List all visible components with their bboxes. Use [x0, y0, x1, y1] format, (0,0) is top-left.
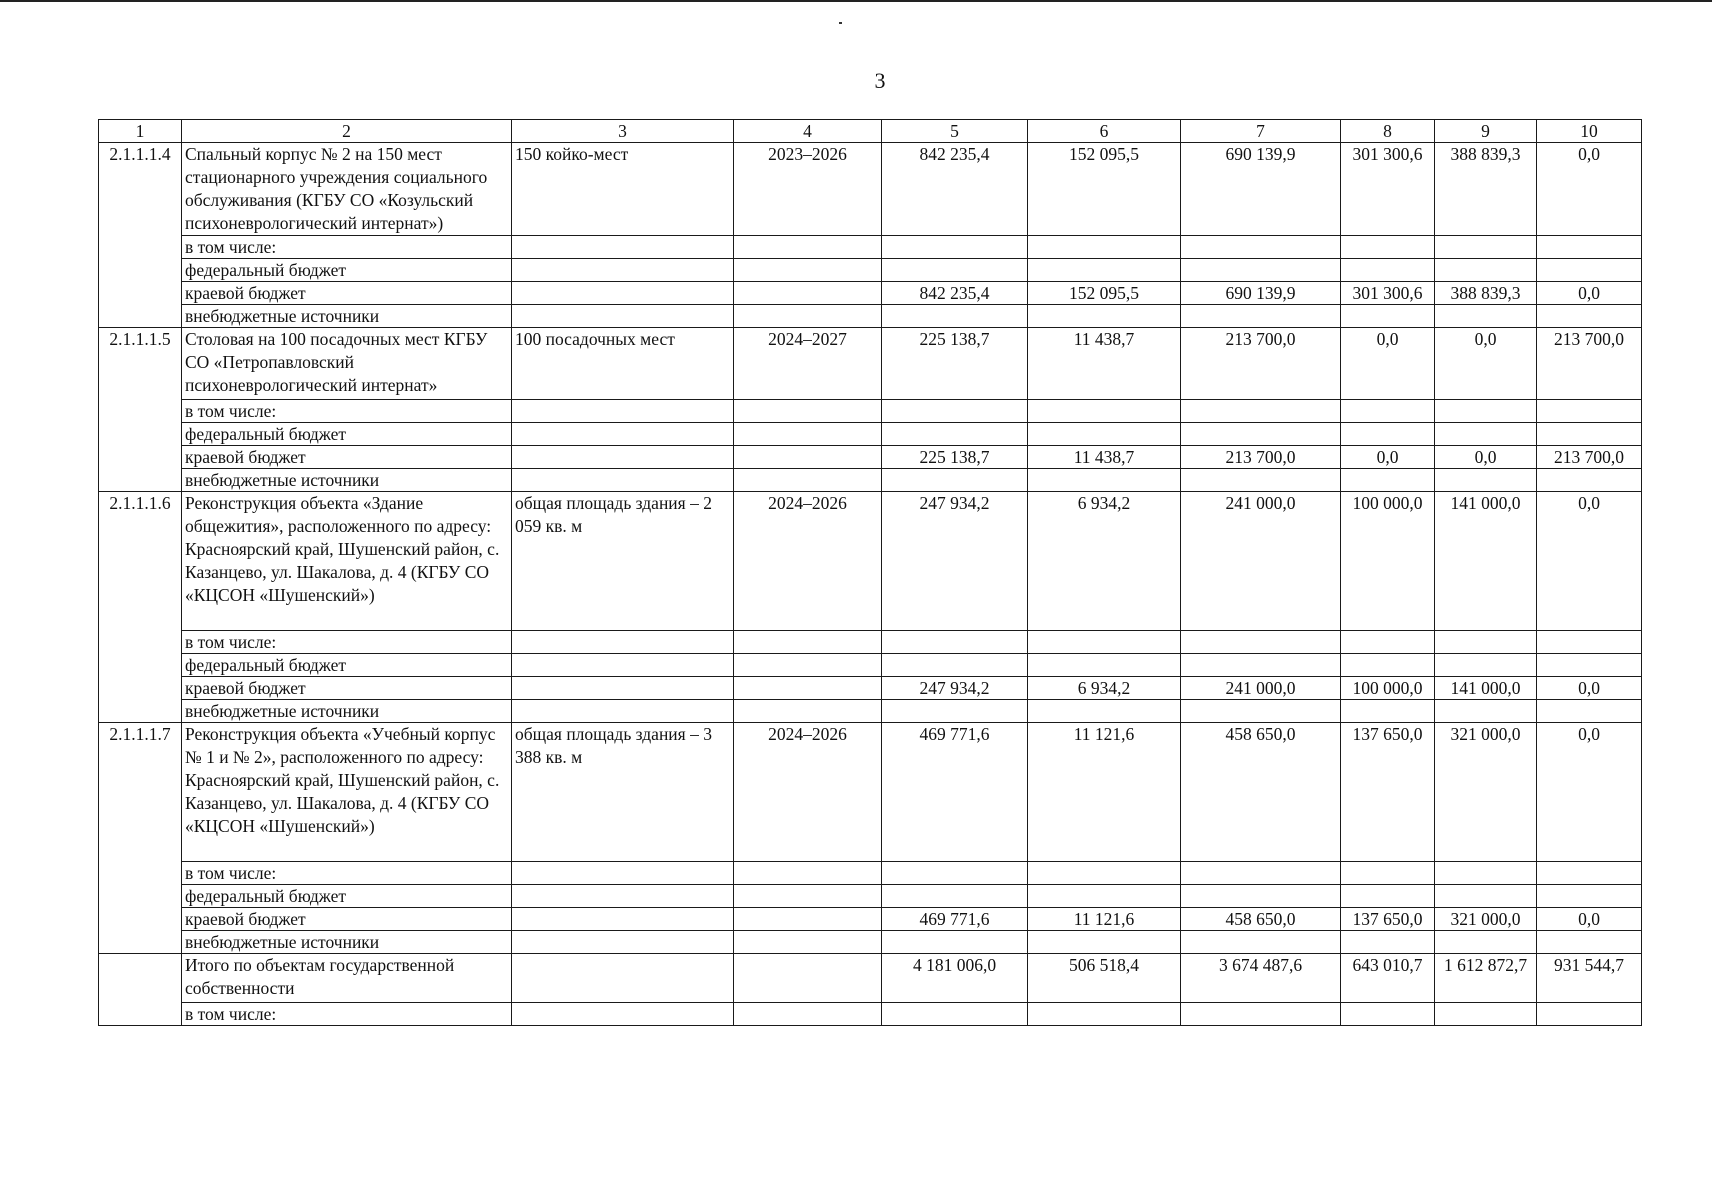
sub-label: в том числе: [182, 1003, 512, 1026]
table-row [99, 492, 1642, 631]
sub-label: внебюджетные источники [182, 469, 512, 492]
cell-col9: 141 000,0 [1435, 492, 1537, 631]
object-code: 2.1.1.1.6 [99, 492, 182, 723]
object-capacity: 150 койко-мест [512, 143, 734, 236]
object-capacity: общая площадь здания – 3 388 кв. м [512, 723, 734, 862]
sub-label: федеральный бюджет [182, 423, 512, 446]
object-period: 2023–2026 [734, 143, 882, 236]
cell-col6: 11 121,6 [1028, 723, 1181, 862]
object-period: 2024–2026 [734, 723, 882, 862]
sub-label: федеральный бюджет [182, 654, 512, 677]
header-cell: 9 [1435, 120, 1537, 143]
table-row [99, 1003, 1642, 1026]
cell-col10: 0,0 [1537, 723, 1642, 862]
table-row [99, 654, 1642, 677]
cell-col8: 137 650,0 [1341, 723, 1435, 862]
cell-col6: 152 095,5 [1028, 143, 1181, 236]
cell-col7: 213 700,0 [1181, 446, 1341, 469]
object-period: 2024–2026 [734, 492, 882, 631]
cell-col7: 458 650,0 [1181, 908, 1341, 931]
totals-code [99, 954, 182, 1026]
cell-col6: 152 095,5 [1028, 282, 1181, 305]
table-row [99, 700, 1642, 723]
object-capacity: 100 посадочных мест [512, 328, 734, 400]
table-row [99, 723, 1642, 862]
cell-col10: 0,0 [1537, 908, 1642, 931]
cell-col9: 0,0 [1435, 446, 1537, 469]
object-name: Реконструкция объекта «Здание общежития», расположенного по адресу: Красноярский край, Шушенский район, с. Казанцево, ул. Шакалова, д. 4 (КГБУ СО «КЦСОН «Шушенский») [182, 492, 512, 631]
cell-col9: 321 000,0 [1435, 723, 1537, 862]
cell-total: 469 771,6 [882, 908, 1028, 931]
cell-col10: 0,0 [1537, 677, 1642, 700]
cell-col9: 388 839,3 [1435, 282, 1537, 305]
cell-col7: 690 139,9 [1181, 282, 1341, 305]
header-cell: 6 [1028, 120, 1181, 143]
sub-label: в том числе: [182, 631, 512, 654]
cell-col6: 6 934,2 [1028, 492, 1181, 631]
cell-col8: 301 300,6 [1341, 143, 1435, 236]
cell-col8: 0,0 [1341, 446, 1435, 469]
header-cell: 7 [1181, 120, 1341, 143]
header-cell: 10 [1537, 120, 1642, 143]
table-row [99, 631, 1642, 654]
cell-total: 225 138,7 [882, 328, 1028, 400]
cell-col7: 213 700,0 [1181, 328, 1341, 400]
cell-col10: 931 544,7 [1537, 954, 1642, 1003]
cell-col8: 100 000,0 [1341, 492, 1435, 631]
table-row [99, 885, 1642, 908]
header-cell: 3 [512, 120, 734, 143]
scan-top-border [0, 0, 1712, 2]
cell-col7: 690 139,9 [1181, 143, 1341, 236]
cell-total: 225 138,7 [882, 446, 1028, 469]
table-row [99, 423, 1642, 446]
cell-col9: 141 000,0 [1435, 677, 1537, 700]
cell-col10: 213 700,0 [1537, 328, 1642, 400]
cell-total: 469 771,6 [882, 723, 1028, 862]
sub-label: внебюджетные источники [182, 305, 512, 328]
table-row [99, 931, 1642, 954]
table-row [99, 305, 1642, 328]
cell-col8: 301 300,6 [1341, 282, 1435, 305]
cell-col6: 506 518,4 [1028, 954, 1181, 1003]
cell-total: 4 181 006,0 [882, 954, 1028, 1003]
cell-col10: 213 700,0 [1537, 446, 1642, 469]
table-row [99, 908, 1642, 931]
totals-row [99, 954, 1642, 1003]
budget-table [98, 119, 1642, 1026]
cell-col6: 11 121,6 [1028, 908, 1181, 931]
table-row [99, 446, 1642, 469]
cell-col7: 3 674 487,6 [1181, 954, 1341, 1003]
cell-total: 842 235,4 [882, 143, 1028, 236]
cell-col10: 0,0 [1537, 492, 1642, 631]
table-row [99, 282, 1642, 305]
object-name: Реконструкция объекта «Учебный корпус № 1 и № 2», расположенного по адресу: Красноярский край, Шушенский район, с. Казанцево, ул. Шакалова, д. 4 (КГБУ СО «КЦСОН «Шушенский») [182, 723, 512, 862]
sub-label: краевой бюджет [182, 677, 512, 700]
cell-col9: 321 000,0 [1435, 908, 1537, 931]
table-row [99, 862, 1642, 885]
totals-label: Итого по объектам государственной собственности [182, 954, 512, 1003]
sub-label: краевой бюджет [182, 446, 512, 469]
cell-col10: 0,0 [1537, 143, 1642, 236]
table-row [99, 400, 1642, 423]
cell-col9: 0,0 [1435, 328, 1537, 400]
header-cell: 2 [182, 120, 512, 143]
cell-total: 247 934,2 [882, 492, 1028, 631]
header-cell: 5 [882, 120, 1028, 143]
object-period: 2024–2027 [734, 328, 882, 400]
sub-label: внебюджетные источники [182, 931, 512, 954]
table-row [99, 143, 1642, 236]
object-name: Спальный корпус № 2 на 150 мест стационарного учреждения социального обслуживания (КГБУ СО «Козульский психоневрологический интернат») [182, 143, 512, 236]
sub-label: внебюджетные источники [182, 700, 512, 723]
cell-col8: 643 010,7 [1341, 954, 1435, 1003]
sub-label: в том числе: [182, 236, 512, 259]
object-capacity: общая площадь здания – 2 059 кв. м [512, 492, 734, 631]
cell-col8: 100 000,0 [1341, 677, 1435, 700]
cell-col10: 0,0 [1537, 282, 1642, 305]
cell-total: 247 934,2 [882, 677, 1028, 700]
cell-total: 842 235,4 [882, 282, 1028, 305]
sub-label: федеральный бюджет [182, 259, 512, 282]
cell-col9: 388 839,3 [1435, 143, 1537, 236]
object-code: 2.1.1.1.4 [99, 143, 182, 328]
header-cell: 4 [734, 120, 882, 143]
scan-dot [839, 22, 842, 24]
object-name: Столовая на 100 посадочных мест КГБУ СО «Петропавловский психоневрологический интернат» [182, 328, 512, 400]
cell-col7: 241 000,0 [1181, 492, 1341, 631]
header-cell: 8 [1341, 120, 1435, 143]
object-code: 2.1.1.1.5 [99, 328, 182, 492]
sub-label: федеральный бюджет [182, 885, 512, 908]
sub-label: краевой бюджет [182, 908, 512, 931]
cell-col7: 458 650,0 [1181, 723, 1341, 862]
sub-label: краевой бюджет [182, 282, 512, 305]
cell-col8: 137 650,0 [1341, 908, 1435, 931]
cell-col9: 1 612 872,7 [1435, 954, 1537, 1003]
cell-col6: 6 934,2 [1028, 677, 1181, 700]
table-row [99, 236, 1642, 259]
table-row [99, 677, 1642, 700]
table-row [99, 259, 1642, 282]
header-row [99, 120, 1642, 143]
sub-label: в том числе: [182, 400, 512, 423]
cell-col6: 11 438,7 [1028, 328, 1181, 400]
cell-col7: 241 000,0 [1181, 677, 1341, 700]
sub-label: в том числе: [182, 862, 512, 885]
page-number: 3 [874, 68, 886, 93]
table-row [99, 328, 1642, 400]
cell-col8: 0,0 [1341, 328, 1435, 400]
header-cell: 1 [99, 120, 182, 143]
cell-col6: 11 438,7 [1028, 446, 1181, 469]
object-code: 2.1.1.1.7 [99, 723, 182, 954]
table-row [99, 469, 1642, 492]
